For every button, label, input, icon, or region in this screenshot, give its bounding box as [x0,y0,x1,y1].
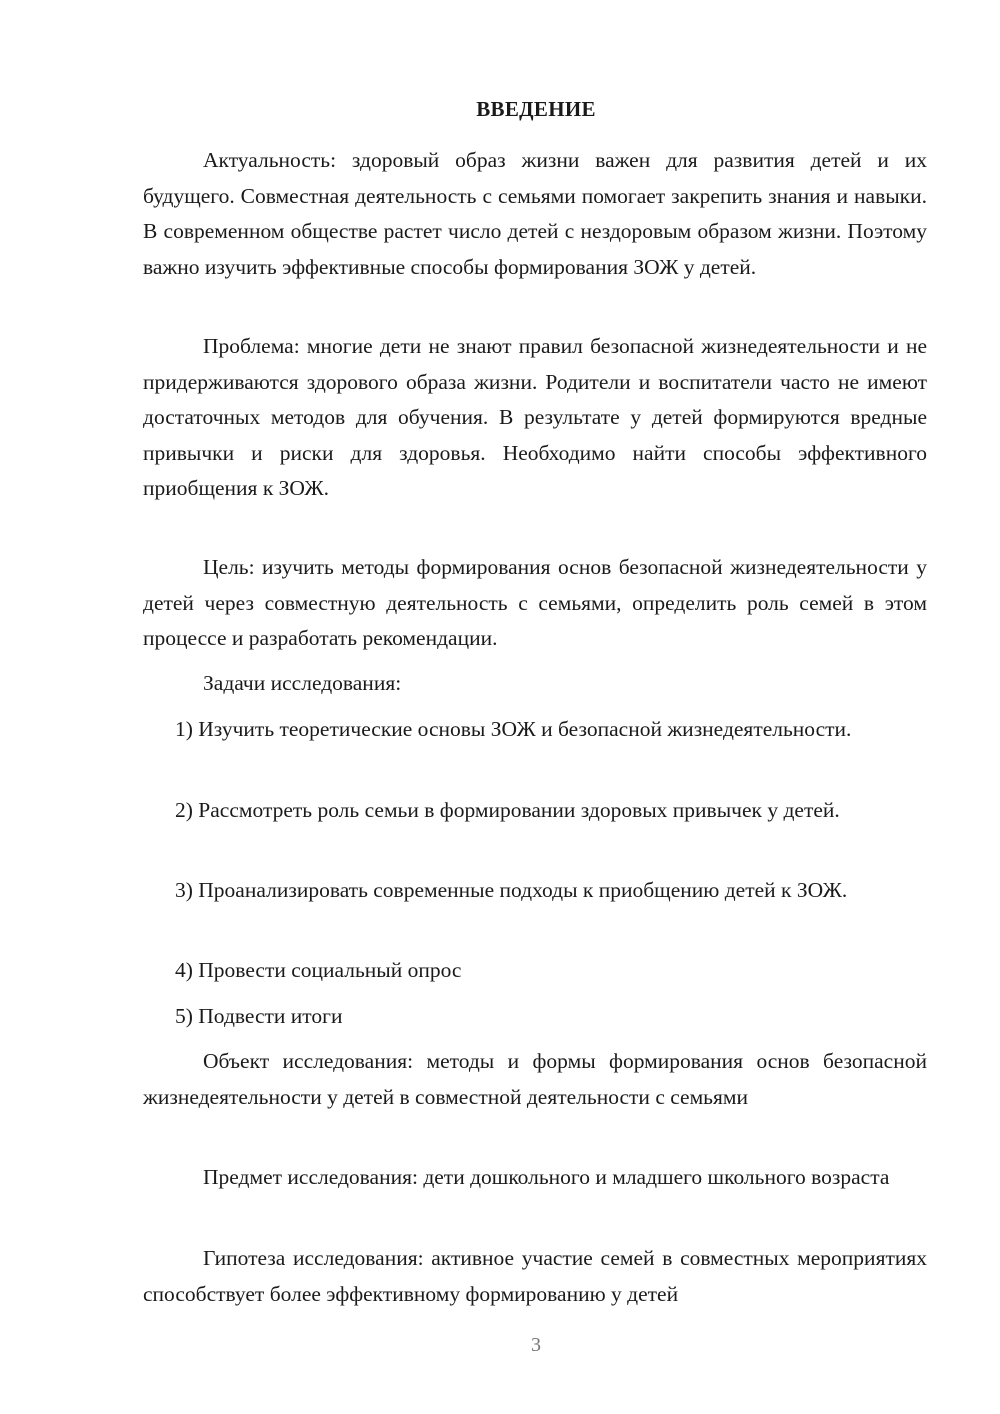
task-item-4: 4) Провести социальный опрос [175,958,462,982]
paragraph-subject: Предмет исследования: дети дошкольного и младшего школьного возраста [203,1165,890,1189]
paragraph-tasks-heading: Задачи исследования: [203,671,402,695]
section-title: ВВЕДЕНИЕ [476,97,596,121]
paragraph-goal: Цель: изучить методы формирования основ безопасной жизнедеятельности у детей через совместную деятельность с семьями, определить роль семей в этом процессе и разработать рекомендации. [143,555,927,651]
task-item-3: 3) Проанализировать современные подходы к приобщению детей к ЗОЖ. [175,878,848,902]
paragraph-problem: Проблема: многие дети не знают правил безопасной жизнедеятельности и не придерживаются здорового образа жизни. Родители и воспитатели часто не имеют достаточных методов для обучения. В результате у детей формируются вредные привычки и риски для здоровья. Необходимо найти способы эффективного приобщения к ЗОЖ. [143,334,927,501]
task-item-5: 5) Подвести итоги [175,1004,343,1028]
page-number: 3 [531,1334,541,1356]
paragraph-hypothesis: Гипотеза исследования: активное участие семей в совместных мероприятиях способствует более эффективному формированию у детей [143,1246,927,1306]
paragraph-relevance: Актуальность: здоровый образ жизни важен для развития детей и их будущего. Совместная деятельность с семьями помогает закрепить знания и навыки. В современном обществе растет число детей с нездоровым образом жизни. Поэтому важно изучить эффективные способы формирования ЗОЖ у детей. [143,148,927,279]
paragraph-object: Объект исследования: методы и формы формирования основ безопасной жизнедеятельности у детей в совместной деятельности с семьями [143,1049,927,1109]
task-item-1: 1) Изучить теоретические основы ЗОЖ и безопасной жизнедеятельности. [175,717,852,741]
task-item-2: 2) Рассмотреть роль семьи в формировании здоровых привычек у детей. [175,798,840,822]
